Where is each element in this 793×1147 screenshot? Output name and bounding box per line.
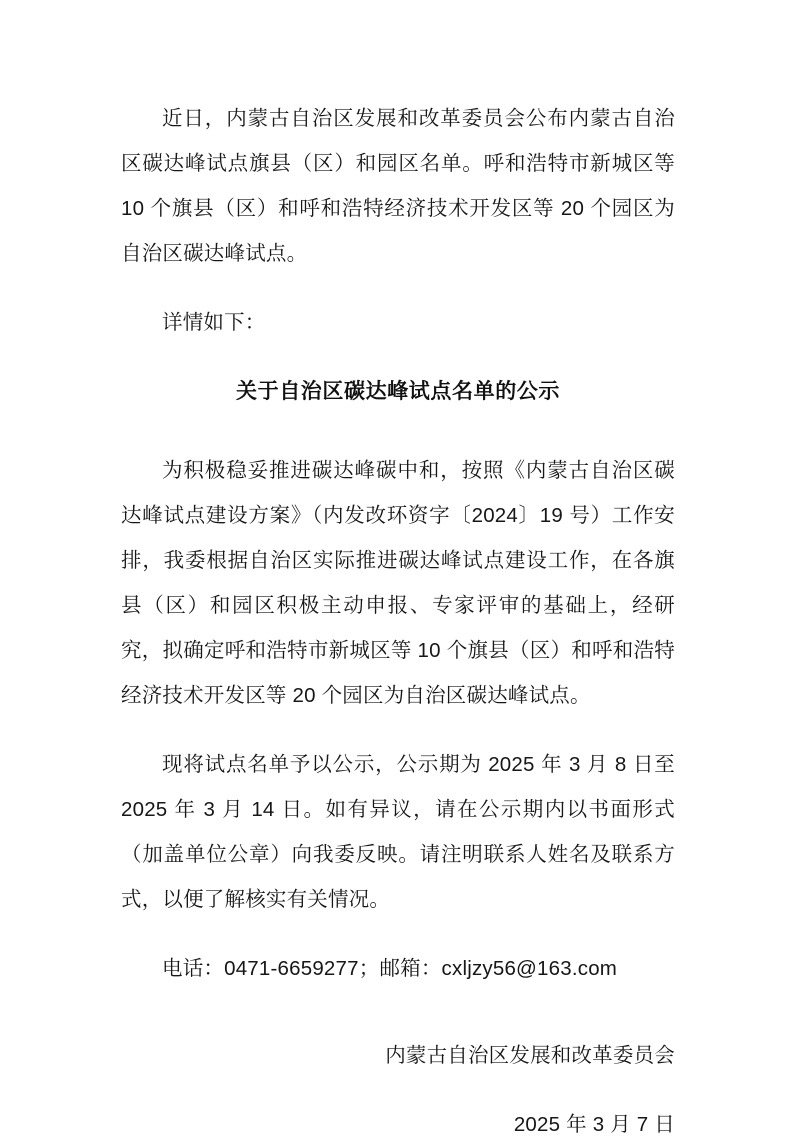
spacer-between-body-paragraphs — [121, 718, 675, 742]
spacer-after-title — [121, 414, 675, 448]
spacer-after-intro — [121, 276, 675, 300]
intro-paragraph: 近日，内蒙古自治区发展和改革委员会公布内蒙古自治区碳达峰试点旗县（区）和园区名单。呼和浩特市新城区等 10 个旗县（区）和呼和浩特经济技术开发区等 20 个园区为自治区碳达峰试点。 — [121, 107, 675, 265]
contact-line: 电话：0471-6659277；邮箱：cxljzy56@163.com — [162, 957, 618, 980]
document-body — [121, 96, 675, 1147]
body-paragraph-2: 现将试点名单予以公示，公示期为 2025 年 3 月 8 日至 2025 年 3 月 14 日。如有异议，请在公示期内以书面形式（加盖单位公章）向我委反映。请注明联系人姓名及联系方式，以便了解核实有关情况。 — [121, 753, 675, 911]
page-title: 关于自治区碳达峰试点名单的公示 — [236, 380, 560, 403]
signature-date: 2025 年 3 月 7 日 — [513, 1113, 675, 1136]
body-paragraph-1: 为积极稳妥推进碳达峰碳中和，按照《内蒙古自治区碳达峰试点建设方案》（内发改环资字〔2024〕19 号）工作安排，我委根据自治区实际推进碳达峰试点建设工作，在各旗县（区）和园区积极主动申报、专家评审的基础上，经研究，拟确定呼和浩特市新城区等 10 个旗县（区）和呼和浩特经济技术开发区等 20 个园区为自治区碳达峰试点。 — [121, 459, 675, 707]
signature-issuer: 内蒙古自治区发展和改革委员会 — [385, 1044, 675, 1067]
spacer-before-contact — [121, 922, 675, 946]
spacer-before-date — [121, 1078, 675, 1102]
spacer-before-signature — [121, 991, 675, 1033]
details-lead-line: 详情如下： — [162, 311, 266, 334]
spacer-before-title — [121, 345, 675, 369]
